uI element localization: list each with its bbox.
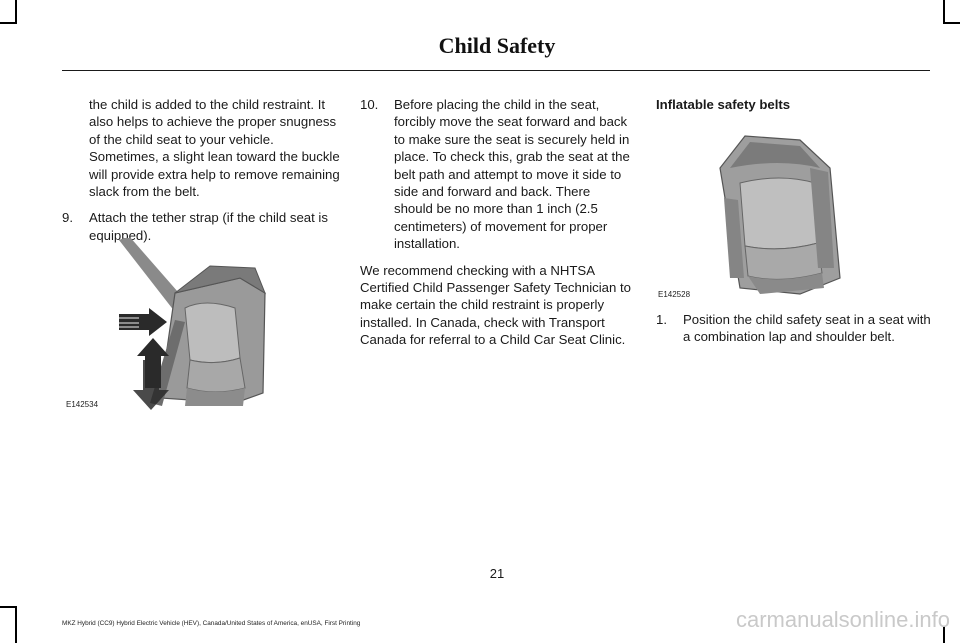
page-title: Child Safety bbox=[438, 33, 556, 58]
step-text: Before placing the child in the seat, forcibly move the seat forward and back to make sure the seat is securely held in place. To check this, grab the seat at the belt path and attempt to move it side to side and forward and back. There should be no more than 1 inch (2.5 centimeters) of movement for proper installation. bbox=[394, 97, 630, 252]
step-text: Attach the tether strap (if the child seat is equipped). bbox=[89, 210, 328, 243]
step-10 bbox=[360, 96, 632, 253]
crop-mark bbox=[15, 0, 17, 24]
step-text: Position the child safety seat in a seat with a combination lap and shoulder belt. bbox=[683, 312, 931, 345]
crop-mark bbox=[943, 0, 945, 24]
column-3-lower bbox=[656, 311, 932, 355]
watermark: carmanualsonline.info bbox=[735, 607, 950, 632]
figure-code: E142534 bbox=[66, 400, 99, 409]
crop-mark bbox=[943, 22, 960, 24]
recommendation-paragraph: We recommend checking with a NHTSA Certified Child Passenger Safety Technician to make certain the child restraint is properly installed. In Canada, check with Transport Canada for referral to a Child Car Seat Clinic. bbox=[360, 262, 631, 348]
step-number: 9. bbox=[62, 210, 73, 226]
footer-text: MKZ Hybrid (CC9) Hybrid Electric Vehicle (HEV), Canada/United States of America, enUSA, First Printing bbox=[62, 620, 361, 627]
figure-code: E142528 bbox=[658, 290, 691, 299]
column-2 bbox=[360, 96, 632, 358]
step-number: 1. bbox=[656, 312, 667, 327]
column-1 bbox=[62, 96, 340, 253]
child-seat-tether-illustration bbox=[115, 238, 280, 410]
title-divider bbox=[62, 70, 930, 71]
crop-mark bbox=[15, 606, 17, 643]
column-3 bbox=[656, 96, 932, 123]
figure-inflatable-belt bbox=[700, 128, 850, 296]
child-seat-illustration bbox=[700, 128, 850, 296]
step-number: 10. bbox=[360, 97, 379, 112]
figure-tether-strap bbox=[115, 238, 280, 410]
continued-paragraph: the child is added to the child restraint. It also helps to achieve the proper snugness of the child seat to your vehicle. Sometimes, a slight lean toward the buckle will provide extra help to remove remaining slack from the belt. bbox=[89, 97, 340, 200]
step-1 bbox=[656, 311, 932, 346]
page-number: 21 bbox=[489, 566, 505, 581]
section-heading: Inflatable safety belts bbox=[656, 97, 791, 112]
